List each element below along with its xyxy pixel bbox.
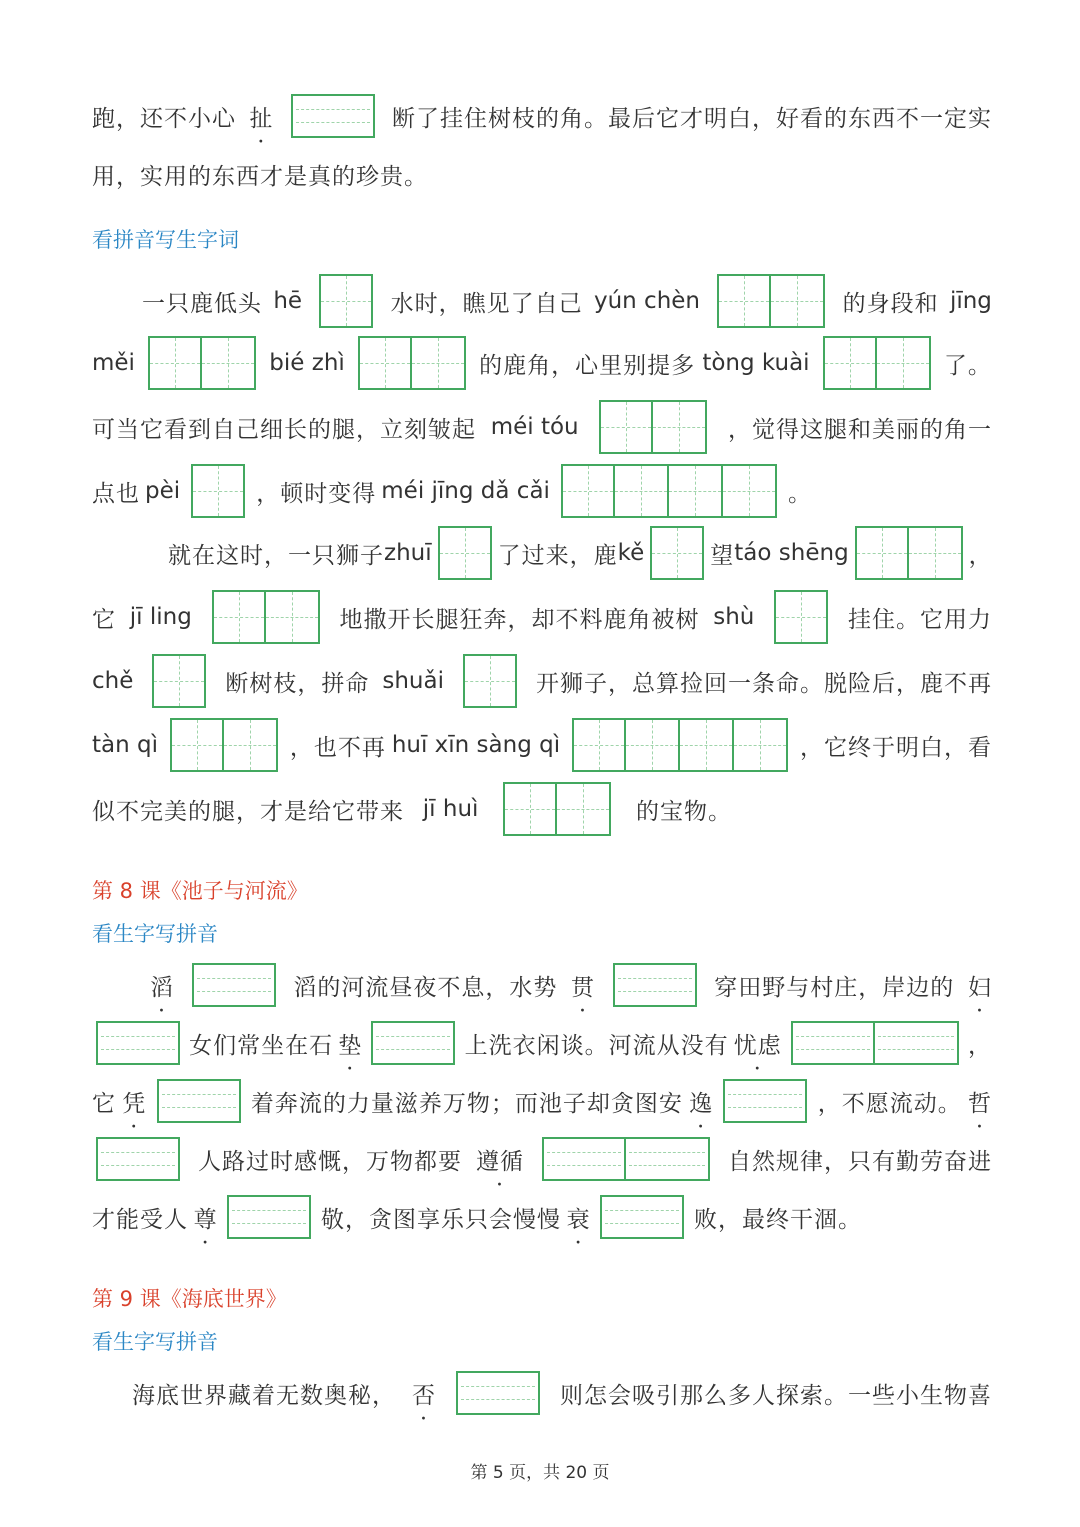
char-grid[interactable] xyxy=(855,526,963,580)
text-line: 用，实用的东西才是真的珍贵。 xyxy=(92,163,428,190)
pinyin-box[interactable] xyxy=(542,1137,710,1181)
text-line: 可当它看到自己细长的腿，立刻皱起 méi tóu ，觉得这腿和美丽的角一 xyxy=(92,398,992,456)
section-heading: 看生字写拼音 xyxy=(92,922,218,946)
text-line: 海底世界藏着无数奥秘， 否 · 则怎会吸引那么多人探索。一些小生物喜 xyxy=(92,1368,992,1418)
dotted-char: 贯 · xyxy=(571,969,595,1002)
pinyin-box[interactable] xyxy=(791,1021,959,1065)
text-line: 就在这时，一只狮子 zhuī 了过来，鹿 kě 望 táo shēng ， xyxy=(92,524,992,582)
text-line: měi bié zhì 的鹿角，心里别提多 tòng kuài 了。 xyxy=(92,334,992,392)
char-grid[interactable] xyxy=(358,336,466,390)
dotted-char: 逸 · xyxy=(689,1085,713,1118)
text-line: 一只鹿低头 hē 水时，瞧见了自己 yún chèn 的身段和 jīng xyxy=(92,272,992,330)
section-heading: 看拼音写生字词 xyxy=(92,228,239,252)
page-footer: 第 5 页，共 20 页 xyxy=(470,1463,610,1483)
dotted-char: 妇 · xyxy=(968,969,992,1002)
char-grid[interactable] xyxy=(152,654,206,708)
dotted-char: 扯 · xyxy=(249,100,273,133)
text-line: 人路过时感慨，万物都要 遵循 · 自然规律，只有勤劳奋进 xyxy=(92,1134,992,1184)
text-line: 它 jī ling 地撒开长腿狂奔，却不料鹿角被树 shù 挂住。它用力 xyxy=(92,588,992,646)
char-grid[interactable] xyxy=(148,336,256,390)
dotted-char: 衰 · xyxy=(567,1201,591,1234)
pinyin-box[interactable] xyxy=(157,1079,241,1123)
dotted-char: 哲 · xyxy=(968,1085,992,1118)
pinyin-box[interactable] xyxy=(371,1021,455,1065)
char-grid[interactable] xyxy=(823,336,931,390)
text-line: tàn qì ，也不再 huī xīn sàng qì ，它终于明白，看 xyxy=(92,716,992,774)
dotted-char: 垫 · xyxy=(338,1027,362,1060)
pinyin-box[interactable] xyxy=(723,1079,807,1123)
dotted-char: 遵循 · xyxy=(476,1143,524,1176)
char-grid[interactable] xyxy=(561,464,777,518)
text-line: 滔 · 滔的河流昼夜不息，水势 贯 · 穿田野与村庄，岸边的 妇 · xyxy=(92,960,992,1010)
pinyin-box[interactable] xyxy=(192,963,276,1007)
dotted-char: 忧虑 · xyxy=(734,1027,782,1060)
char-grid[interactable] xyxy=(572,718,788,772)
pinyin-box[interactable] xyxy=(227,1195,311,1239)
pinyin-box[interactable] xyxy=(96,1021,180,1065)
char-grid[interactable] xyxy=(191,464,245,518)
pinyin-box[interactable] xyxy=(613,963,697,1007)
pinyin-box[interactable] xyxy=(456,1371,540,1415)
dotted-char: 滔 · xyxy=(150,969,174,1002)
lesson-title: 第 8 课《池子与河流》 xyxy=(92,879,308,903)
char-grid[interactable] xyxy=(774,590,828,644)
section-heading: 看生字写拼音 xyxy=(92,1330,218,1354)
text-line: 女们常坐在石 垫 · 上洗衣闲谈。河流从没有 忧虑 · ， xyxy=(92,1018,992,1068)
char-grid[interactable] xyxy=(438,526,492,580)
char-grid[interactable] xyxy=(170,718,278,772)
pinyin-box[interactable] xyxy=(600,1195,684,1239)
char-grid[interactable] xyxy=(463,654,517,708)
pinyin-box[interactable] xyxy=(291,94,375,138)
char-grid[interactable] xyxy=(319,274,373,328)
char-grid[interactable] xyxy=(717,274,825,328)
text-line: 才能受人 尊 · 敬，贪图享乐只会慢慢 衰 · 败，最终干涸。 xyxy=(92,1192,862,1242)
pinyin-box[interactable] xyxy=(96,1137,180,1181)
lesson-title: 第 9 课《海底世界》 xyxy=(92,1287,287,1311)
text-line: 点也 pèi ，顿时变得 méi jīng dǎ cǎi 。 xyxy=(92,462,812,520)
char-grid[interactable] xyxy=(212,590,320,644)
char-grid[interactable] xyxy=(503,782,611,836)
dotted-char: 尊 · xyxy=(194,1201,218,1234)
dotted-char: 凭 · xyxy=(122,1085,146,1118)
text-line: 似不完美的腿，才是给它带来 jī huì 的宝物。 xyxy=(92,780,732,838)
dotted-char: 否 · xyxy=(412,1377,436,1410)
char-grid[interactable] xyxy=(650,526,704,580)
char-grid[interactable] xyxy=(599,400,707,454)
text-line: chě 断树枝，拼命 shuǎi 开狮子，总算捡回一条命。脱险后，鹿不再 xyxy=(92,652,992,710)
text-line: 它 凭 · 着奔流的力量滋养万物；而池子却贪图安 逸 · ，不愿流动。 哲 · xyxy=(92,1076,992,1126)
text-line: 跑，还不小心 扯 · 断了挂住树枝的角。最后它才明白，好看的东西不一定实 xyxy=(92,92,992,140)
